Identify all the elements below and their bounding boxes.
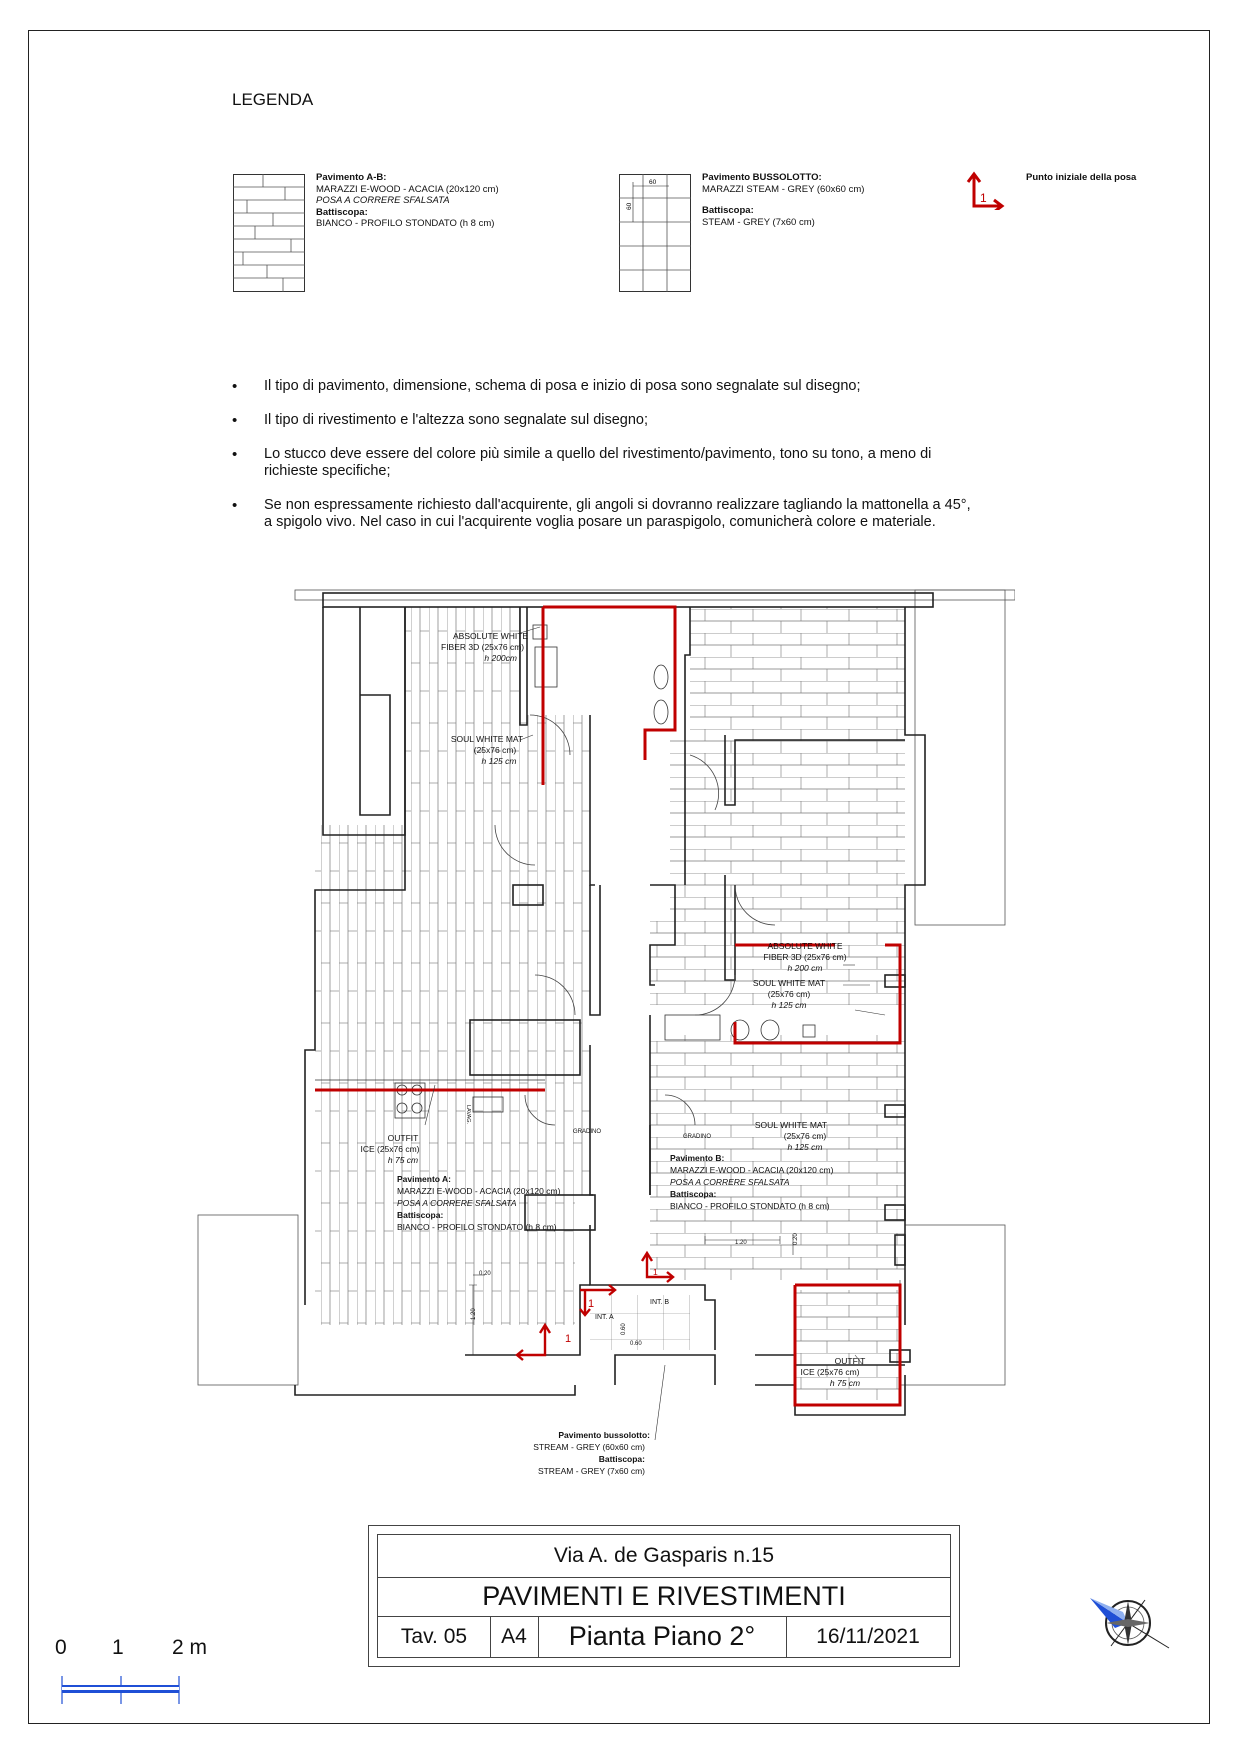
address: Via A. de Gasparis n.15 <box>378 1535 950 1578</box>
svg-text:STREAM - GREY (7x60 cm): STREAM - GREY (7x60 cm) <box>537 1466 645 1476</box>
svg-text:Battiscopa:: Battiscopa: <box>397 1210 444 1220</box>
svg-text:(25x76 cm): (25x76 cm) <box>767 989 811 999</box>
legend-swatch-squares <box>619 174 691 292</box>
svg-text:h 125 cm: h 125 cm <box>787 1142 823 1152</box>
legend-dim-h: 60 <box>649 179 657 186</box>
svg-text:ICE (25x76 cm): ICE (25x76 cm) <box>800 1367 860 1377</box>
svg-text:FIBER 3D (25x76 cm): FIBER 3D (25x76 cm) <box>441 642 525 652</box>
note-item: • Se non espressamente richiesto dall'acquirente, gli angoli si dovranno realizzare tagliando la mattonella a 45°, a spigolo vivo. Nel caso in cui l'acquirente voglia posare un paraspigolo, comunicherà colore e materiale. <box>232 497 972 531</box>
label-floor-b: Pavimento B: <box>670 1153 725 1163</box>
svg-text:h 200 cm: h 200 cm <box>787 963 823 973</box>
svg-text:STREAM - GREY (60x60 cm): STREAM - GREY (60x60 cm) <box>533 1442 645 1452</box>
label-bath1-tile-b: SOUL WHITE MAT <box>450 734 524 744</box>
svg-text:MARAZZI E-WOOD - ACACIA (20x12: MARAZZI E-WOOD - ACACIA (20x120 cm) <box>397 1186 561 1196</box>
dim-120: 1.20 <box>735 1240 747 1246</box>
label-bath2-tile-b: SOUL WHITE MAT <box>752 978 826 988</box>
svg-text:Battiscopa:: Battiscopa: <box>598 1454 645 1464</box>
svg-text:0.20: 0.20 <box>479 1271 491 1277</box>
label-kitchen-tile: OUTFIT <box>387 1133 419 1143</box>
title-block-footer <box>378 1616 950 1657</box>
label-floor-bussolotto: Pavimento bussolotto: <box>558 1430 650 1440</box>
label-int-b: INT. B <box>650 1299 670 1306</box>
compass-icon <box>1085 1590 1175 1670</box>
start-num-c: 1 <box>565 1333 572 1345</box>
scale-label-1: 1 <box>112 1636 124 1659</box>
legend-item-b: Pavimento BUSSOLOTTO: MARAZZI STEAM - GREY (60x60 cm) Battiscopa: STEAM - GREY (7x60 cm) <box>702 172 865 228</box>
svg-text:0.20: 0.20 <box>793 1233 799 1245</box>
svg-text:h 75 cm: h 75 cm <box>829 1378 861 1388</box>
svg-text:POSA A CORRERE SFALSATA: POSA A CORRERE SFALSATA <box>670 1177 790 1187</box>
drawing-title: PAVIMENTI E RIVESTIMENTI <box>378 1577 950 1617</box>
svg-text:(25x76 cm): (25x76 cm) <box>783 1131 827 1141</box>
note-item: • Il tipo di pavimento, dimensione, schema di posa e inizio di posa sono segnalate sul disegno; <box>232 378 972 395</box>
start-point-num: 1 <box>980 191 987 205</box>
legend-title: LEGENDA <box>232 90 314 109</box>
svg-text:POSA A CORRERE SFALSATA: POSA A CORRERE SFALSATA <box>397 1198 517 1208</box>
svg-text:h 75 cm: h 75 cm <box>387 1155 419 1165</box>
scale-label-0: 0 <box>55 1636 67 1659</box>
floor-plan <box>195 585 1015 1510</box>
svg-text:BIANCO - PROFILO STONDATO (h 8: BIANCO - PROFILO STONDATO (h 8 cm) <box>397 1222 557 1232</box>
notes-list <box>232 378 972 548</box>
svg-text:BIANCO - PROFILO STONDATO (h 8: BIANCO - PROFILO STONDATO (h 8 cm) <box>670 1201 830 1211</box>
sheet-number: Tav. 05 <box>378 1616 491 1657</box>
svg-text:LAVAG.: LAVAG. <box>465 1105 471 1125</box>
floor-hallway <box>520 715 590 1195</box>
svg-text:0.60: 0.60 <box>630 1341 642 1347</box>
sheet-format: A4 <box>490 1616 539 1657</box>
svg-text:GRADINO: GRADINO <box>683 1134 712 1140</box>
svg-text:Battiscopa:: Battiscopa: <box>670 1189 717 1199</box>
legend-item-c: Punto iniziale della posa <box>1026 172 1137 183</box>
svg-text:ICE (25x76 cm): ICE (25x76 cm) <box>360 1144 420 1154</box>
svg-text:1.20: 1.20 <box>471 1308 477 1320</box>
svg-text:(25x76 cm): (25x76 cm) <box>473 745 517 755</box>
svg-text:h 125 cm: h 125 cm <box>481 756 517 766</box>
start-num-a: 1 <box>653 1267 658 1277</box>
start-point-symbol <box>966 170 1006 210</box>
label-gradino: GRADINO <box>573 1129 602 1135</box>
drawing-subtitle: Pianta Piano 2° <box>538 1616 787 1657</box>
legend-dim-v: 60 <box>626 202 633 210</box>
title-block <box>368 1525 960 1667</box>
label-bath2-tile-a: ABSOLUTE WHITE <box>767 941 843 951</box>
svg-text:0.60: 0.60 <box>621 1323 627 1335</box>
note-item: • Il tipo di rivestimento e l'altezza sono segnalate sul disegno; <box>232 412 972 429</box>
svg-text:MARAZZI E-WOOD - ACACIA (20x12: MARAZZI E-WOOD - ACACIA (20x120 cm) <box>670 1165 834 1175</box>
svg-text:h 125 cm: h 125 cm <box>771 1000 807 1010</box>
legend-swatch-planks <box>233 174 305 292</box>
legend-item-a: Pavimento A-B: MARAZZI E-WOOD - ACACIA (20x120 cm) POSA A CORRERE SFALSATA Battiscopa: BIANCO - PROFILO STONDATO (h 8 cm) <box>316 172 499 229</box>
scale-label-2: 2 m <box>172 1636 208 1659</box>
drawing-date: 16/11/2021 <box>816 1624 920 1648</box>
label-floor-a: Pavimento A: <box>397 1174 452 1184</box>
svg-text:h 200cm: h 200cm <box>484 653 517 663</box>
scale-bar <box>55 1636 225 1706</box>
start-num-b: 1 <box>588 1298 595 1310</box>
note-item: • Lo stucco deve essere del colore più simile a quello del rivestimento/pavimento, tono su tono, a meno di richieste specifiche; <box>232 446 972 480</box>
floor-room-top-right <box>690 607 905 742</box>
label-utility-tile: OUTFIT <box>834 1356 866 1366</box>
label-int-a: INT. A <box>595 1314 614 1321</box>
label-bath1-tile-a: ABSOLUTE WHITE <box>453 631 529 641</box>
svg-text:FIBER 3D (25x76 cm): FIBER 3D (25x76 cm) <box>763 952 847 962</box>
label-bath2-tile-c: SOUL WHITE MAT <box>754 1120 828 1130</box>
